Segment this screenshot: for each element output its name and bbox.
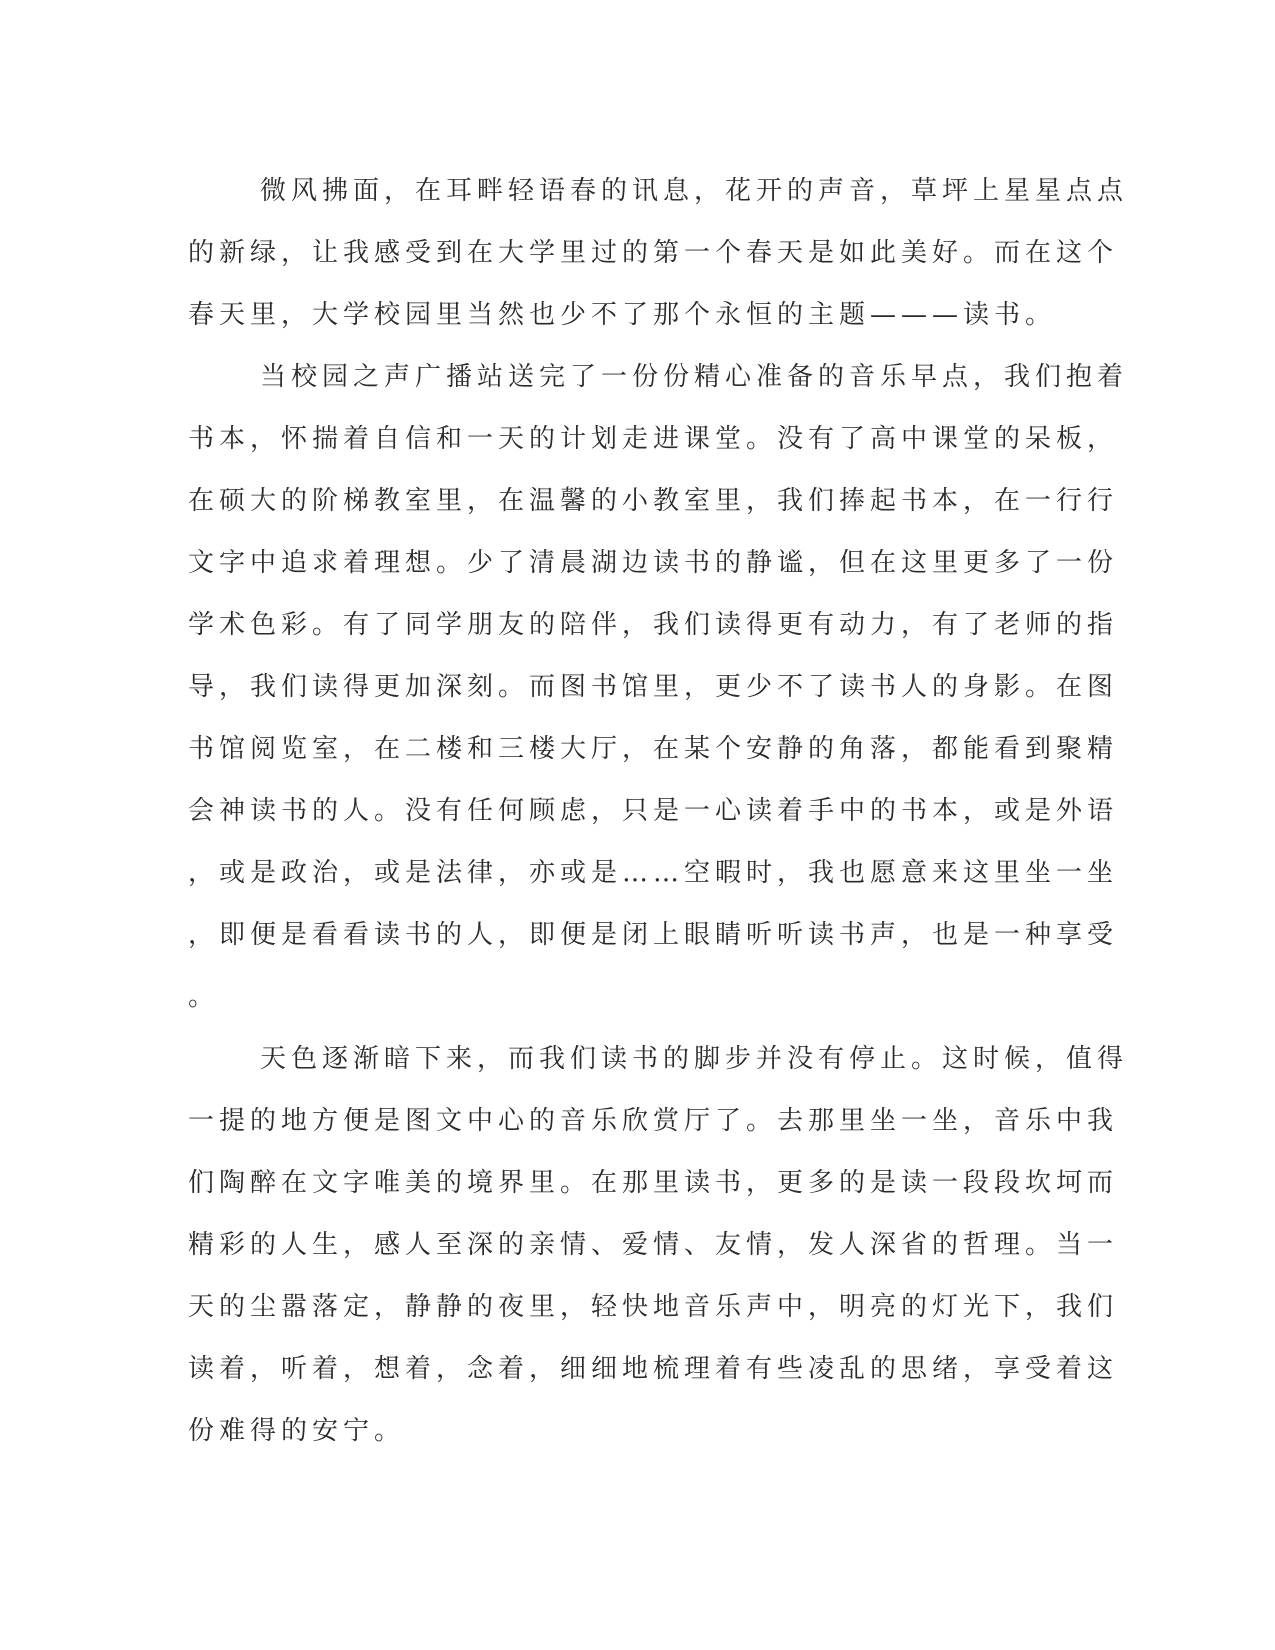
text-line: 会神读书的人。没有任何顾虑，只是一心读着手中的书本，或是外语 [188, 796, 1119, 826]
text-line: 书本，怀揣着自信和一天的计划走进课堂。没有了高中课堂的呆板， [188, 424, 1119, 454]
text-line: 书馆阅览室，在二楼和三楼大厅，在某个安静的角落，都能看到聚精 [188, 734, 1119, 764]
text-line: 份难得的安宁。 [188, 1416, 406, 1446]
text-line: 文字中追求着理想。少了清晨湖边读书的静谧，但在这里更多了一份 [188, 548, 1119, 578]
text-line: ，或是政治，或是法律，亦或是……空暇时，我也愿意来这里坐一坐 [188, 858, 1119, 888]
text-line: 天色逐渐暗下来，而我们读书的脚步并没有停止。这时候，值得 [260, 1044, 1129, 1074]
text-line: 们陶醉在文字唯美的境界里。在那里读书，更多的是读一段段坎坷而 [188, 1168, 1119, 1198]
text-line: 导，我们读得更加深刻。而图书馆里，更少不了读书人的身影。在图 [188, 672, 1119, 702]
text-line: 的新绿，让我感受到在大学里过的第一个春天是如此美好。而在这个 [188, 238, 1119, 268]
text-line: 当校园之声广播站送完了一份份精心准备的音乐早点，我们抱着 [260, 362, 1129, 392]
text-line: 读着，听着，想着，念着，细细地梳理着有些凌乱的思绪，享受着这 [188, 1354, 1119, 1384]
document-body [188, 160, 1129, 1462]
text-line: 微风拂面，在耳畔轻语春的讯息，花开的声音，草坪上星星点点 [260, 176, 1129, 206]
paragraph-1 [188, 160, 1129, 346]
text-line: ，即便是看看读书的人，即便是闭上眼睛听听读书声，也是一种享受 [188, 920, 1119, 950]
text-line: 天的尘嚣落定，静静的夜里，轻快地音乐声中，明亮的灯光下，我们 [188, 1292, 1119, 1322]
text-line: 春天里，大学校园里当然也少不了那个永恒的主题———读书。 [188, 300, 1057, 330]
paragraph-2 [188, 346, 1129, 1028]
paragraph-3 [188, 1028, 1129, 1462]
text-line: 。 [188, 982, 220, 1012]
text-line: 一提的地方便是图文中心的音乐欣赏厅了。去那里坐一坐，音乐中我 [188, 1106, 1119, 1136]
text-line: 精彩的人生，感人至深的亲情、爱情、友情，发人深省的哲理。当一 [188, 1230, 1119, 1260]
text-line: 学术色彩。有了同学朋友的陪伴，我们读得更有动力，有了老师的指 [188, 610, 1119, 640]
text-line: 在硕大的阶梯教室里，在温馨的小教室里，我们捧起书本，在一行行 [188, 486, 1119, 516]
